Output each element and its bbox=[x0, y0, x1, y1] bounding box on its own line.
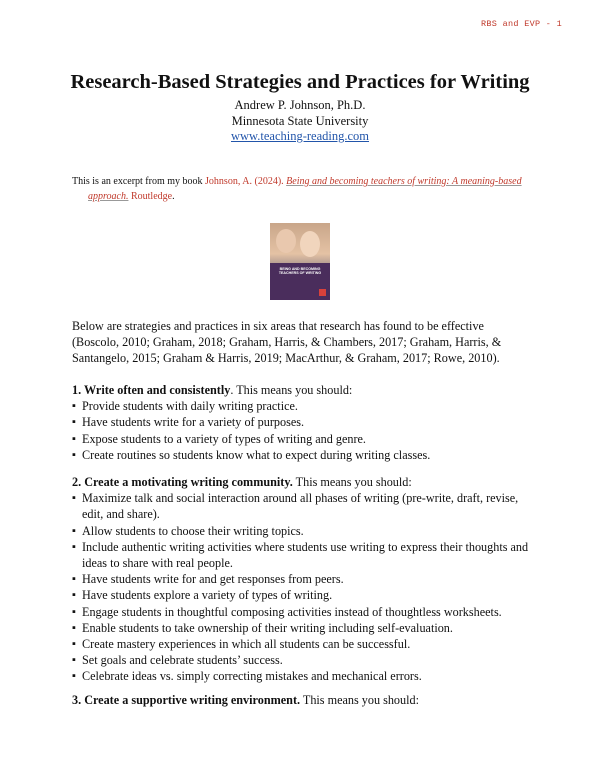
book-title-link-cont[interactable]: approach. bbox=[88, 191, 129, 202]
author-block bbox=[0, 97, 600, 144]
list-item: ▪ Enable students to take ownership of their writing including self-evaluation. bbox=[72, 620, 532, 636]
section-3 bbox=[72, 692, 532, 708]
author-affiliation: Minnesota State University bbox=[231, 113, 369, 128]
excerpt-period: . bbox=[172, 191, 175, 202]
section-3-heading: 3. Create a supportive writing environment. This means you should: bbox=[72, 693, 419, 707]
excerpt-note bbox=[72, 174, 532, 204]
book-cover-image bbox=[270, 223, 330, 300]
page-title: Research-Based Strategies and Practices for Writing bbox=[70, 71, 530, 93]
author-website-link[interactable]: www.teaching-reading.com bbox=[230, 129, 370, 143]
publisher-logo-icon bbox=[319, 289, 326, 296]
section-2 bbox=[72, 474, 532, 685]
excerpt-lead: This is an excerpt from my book bbox=[72, 176, 206, 187]
book-title-link[interactable]: Being and becoming teachers of writing: A meaning-based bbox=[286, 176, 522, 187]
list-item: ▪ Include authentic writing activities where students use writing to express their thoughts and ideas to share with real people. bbox=[72, 539, 532, 571]
list-item: ▪ Provide students with daily writing practice. bbox=[72, 398, 532, 414]
cover-photo-person-1 bbox=[276, 229, 296, 253]
list-item: ▪ Have students explore a variety of types of writing. bbox=[72, 587, 532, 603]
cover-photo-person-2 bbox=[300, 231, 320, 257]
list-item: ▪ Create mastery experiences in which all students can be successful. bbox=[72, 636, 532, 652]
section-2-list bbox=[72, 490, 532, 684]
list-item: ▪ Create routines so students know what to expect during writing classes. bbox=[72, 447, 532, 463]
section-1 bbox=[72, 382, 532, 463]
list-item: ▪ Celebrate ideas vs. simply correcting mistakes and mechanical errors. bbox=[72, 668, 532, 684]
excerpt-citation: Johnson, A. (2024). bbox=[205, 176, 287, 187]
list-item: ▪ Set goals and celebrate students’ success. bbox=[72, 652, 532, 668]
list-item: ▪ Have students write for a variety of purposes. bbox=[72, 414, 532, 430]
section-2-heading: 2. Create a motivating writing community. This means you should: bbox=[72, 475, 412, 489]
intro-paragraph: Below are strategies and practices in six areas that research has found to be effective (Boscolo, 2010; Graham, 2018; Graham, Harris, & Chambers, 2017; Graham, Harris, & Santangelo, 2015; Graham & Harris, 2019; MacArthur, & Graham, 2017; Rowe, 2010). bbox=[72, 319, 502, 366]
section-1-list bbox=[72, 398, 532, 463]
cover-title: BEING AND BECOMING TEACHERS OF WRITING bbox=[278, 267, 322, 276]
excerpt-publisher: Routledge bbox=[128, 191, 173, 202]
list-item: ▪ Maximize talk and social interaction around all phases of writing (pre-write, draft, revise, edit, and share). bbox=[72, 490, 532, 522]
author-name: Andrew P. Johnson, Ph.D. bbox=[234, 98, 366, 112]
list-item: ▪ Allow students to choose their writing topics. bbox=[72, 523, 532, 539]
page-header-tag: RBS and EVP - 1 bbox=[480, 19, 562, 29]
section-1-heading: 1. Write often and consistently. This means you should: bbox=[72, 383, 353, 397]
list-item: ▪ Expose students to a variety of types of writing and genre. bbox=[72, 431, 532, 447]
list-item: ▪ Have students write for and get responses from peers. bbox=[72, 571, 532, 587]
list-item: ▪ Engage students in thoughtful composing activities instead of thoughtless worksheets. bbox=[72, 604, 532, 620]
